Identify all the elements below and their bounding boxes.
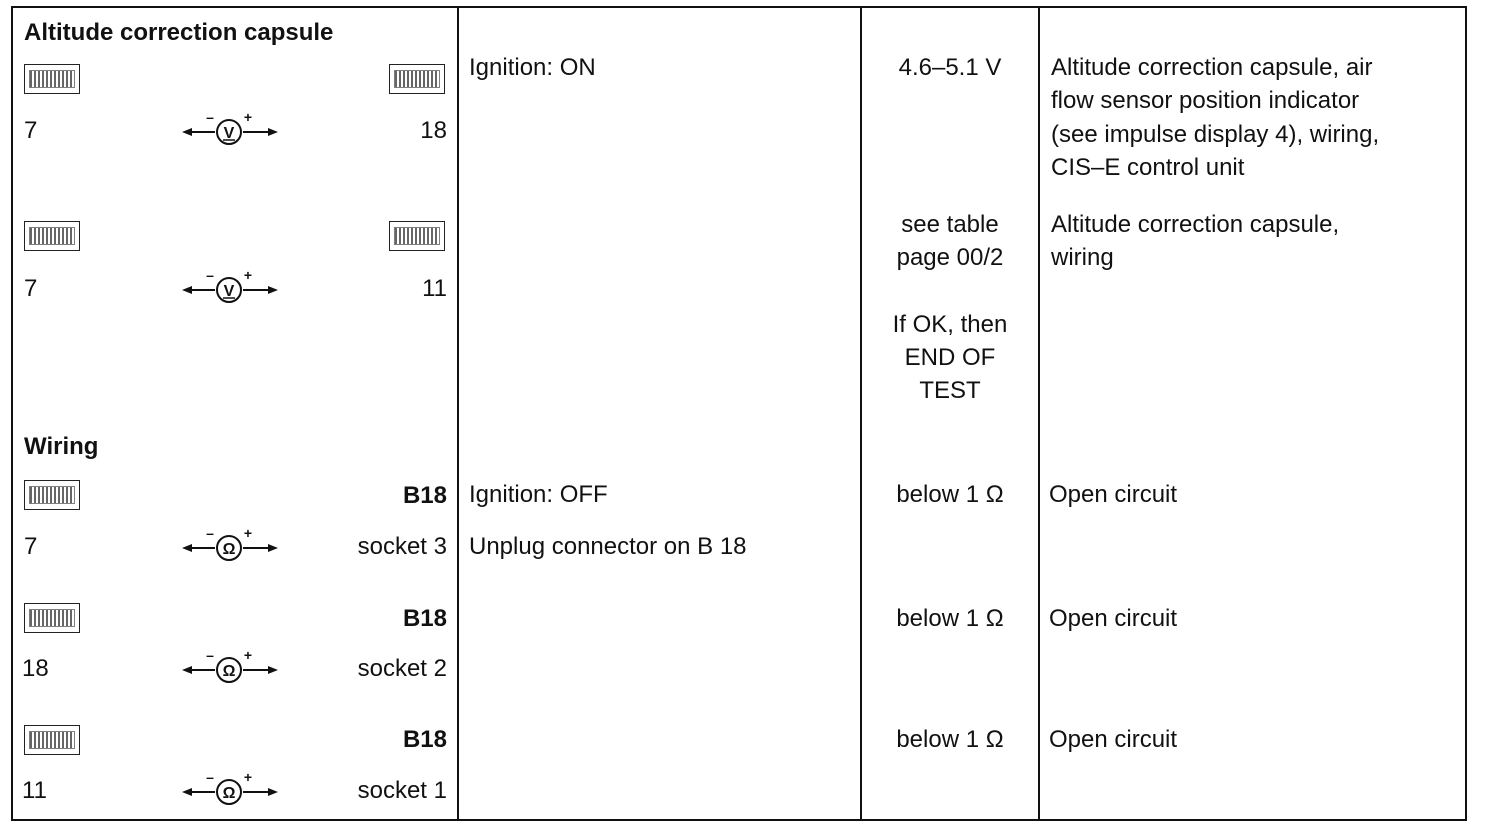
fault-cause: Open circuit [1049,726,1178,753]
column-divider [860,6,862,821]
test-connector-icon [24,480,80,510]
voltmeter-icon [180,270,280,304]
test-connector-icon [24,221,80,251]
svg-text:+: + [243,112,253,125]
fault-cause: flow sensor position indicator [1051,87,1360,114]
component-label: B18 [402,605,447,632]
svg-text:–: – [206,650,214,663]
svg-text:–: – [206,528,214,541]
svg-text:Ω: Ω [222,541,236,558]
fault-cause: Open circuit [1049,481,1178,508]
ohmmeter-icon [180,650,280,684]
section-title-altitude-capsule: Altitude correction capsule [24,19,334,46]
voltmeter-icon [180,112,280,146]
svg-text:V: V [223,125,235,142]
pin-right: socket 2 [357,655,447,682]
svg-text:+: + [243,772,253,785]
svg-text:–: – [206,772,214,785]
svg-text:Ω: Ω [222,785,236,802]
column-divider [1038,6,1040,821]
pin-right: 18 [420,117,447,144]
pin-left: 7 [24,533,38,560]
pin-right: socket 1 [357,777,447,804]
fault-cause: Open circuit [1049,605,1178,632]
pin-left: 11 [22,777,47,804]
svg-text:+: + [243,270,253,283]
test-connector-icon [389,221,445,251]
nominal-value: see table [901,211,999,238]
fault-cause: wiring [1051,244,1114,271]
pin-left: 18 [22,655,49,682]
component-label: B18 [402,726,447,753]
fault-cause: Altitude correction capsule, air [1051,54,1373,81]
ohmmeter-icon [180,772,280,806]
pin-left: 7 [24,117,38,144]
fault-cause: Altitude correction capsule, [1051,211,1340,238]
svg-text:Ω: Ω [222,663,236,680]
pin-left: 7 [24,275,38,302]
condition-text: Ignition: ON [469,54,596,81]
component-label: B18 [402,482,447,509]
svg-text:V: V [223,283,235,300]
svg-text:+: + [243,528,253,541]
test-connector-icon [24,725,80,755]
fault-cause: (see impulse display 4), wiring, [1051,121,1380,148]
nominal-value: END OF [904,344,996,371]
test-connector-icon [389,64,445,94]
nominal-value: below 1 Ω [896,726,1004,753]
nominal-value: page 00/2 [896,244,1004,271]
nominal-value: below 1 Ω [896,605,1004,632]
nominal-value: 4.6–5.1 V [898,54,1002,81]
pin-right: 11 [422,275,447,302]
nominal-value: If OK, then [892,311,1008,338]
svg-text:–: – [206,270,214,283]
ohmmeter-icon [180,528,280,562]
section-title-wiring: Wiring [24,433,99,460]
nominal-value: TEST [919,377,981,404]
nominal-value: below 1 Ω [896,481,1004,508]
column-divider [457,6,459,821]
condition-text: Ignition: OFF [469,481,608,508]
pin-right: socket 3 [357,533,447,560]
condition-text: Unplug connector on B 18 [469,533,747,560]
test-connector-icon [24,603,80,633]
svg-text:+: + [243,650,253,663]
fault-cause: CIS–E control unit [1051,154,1245,181]
svg-text:–: – [206,112,214,125]
test-connector-icon [24,64,80,94]
